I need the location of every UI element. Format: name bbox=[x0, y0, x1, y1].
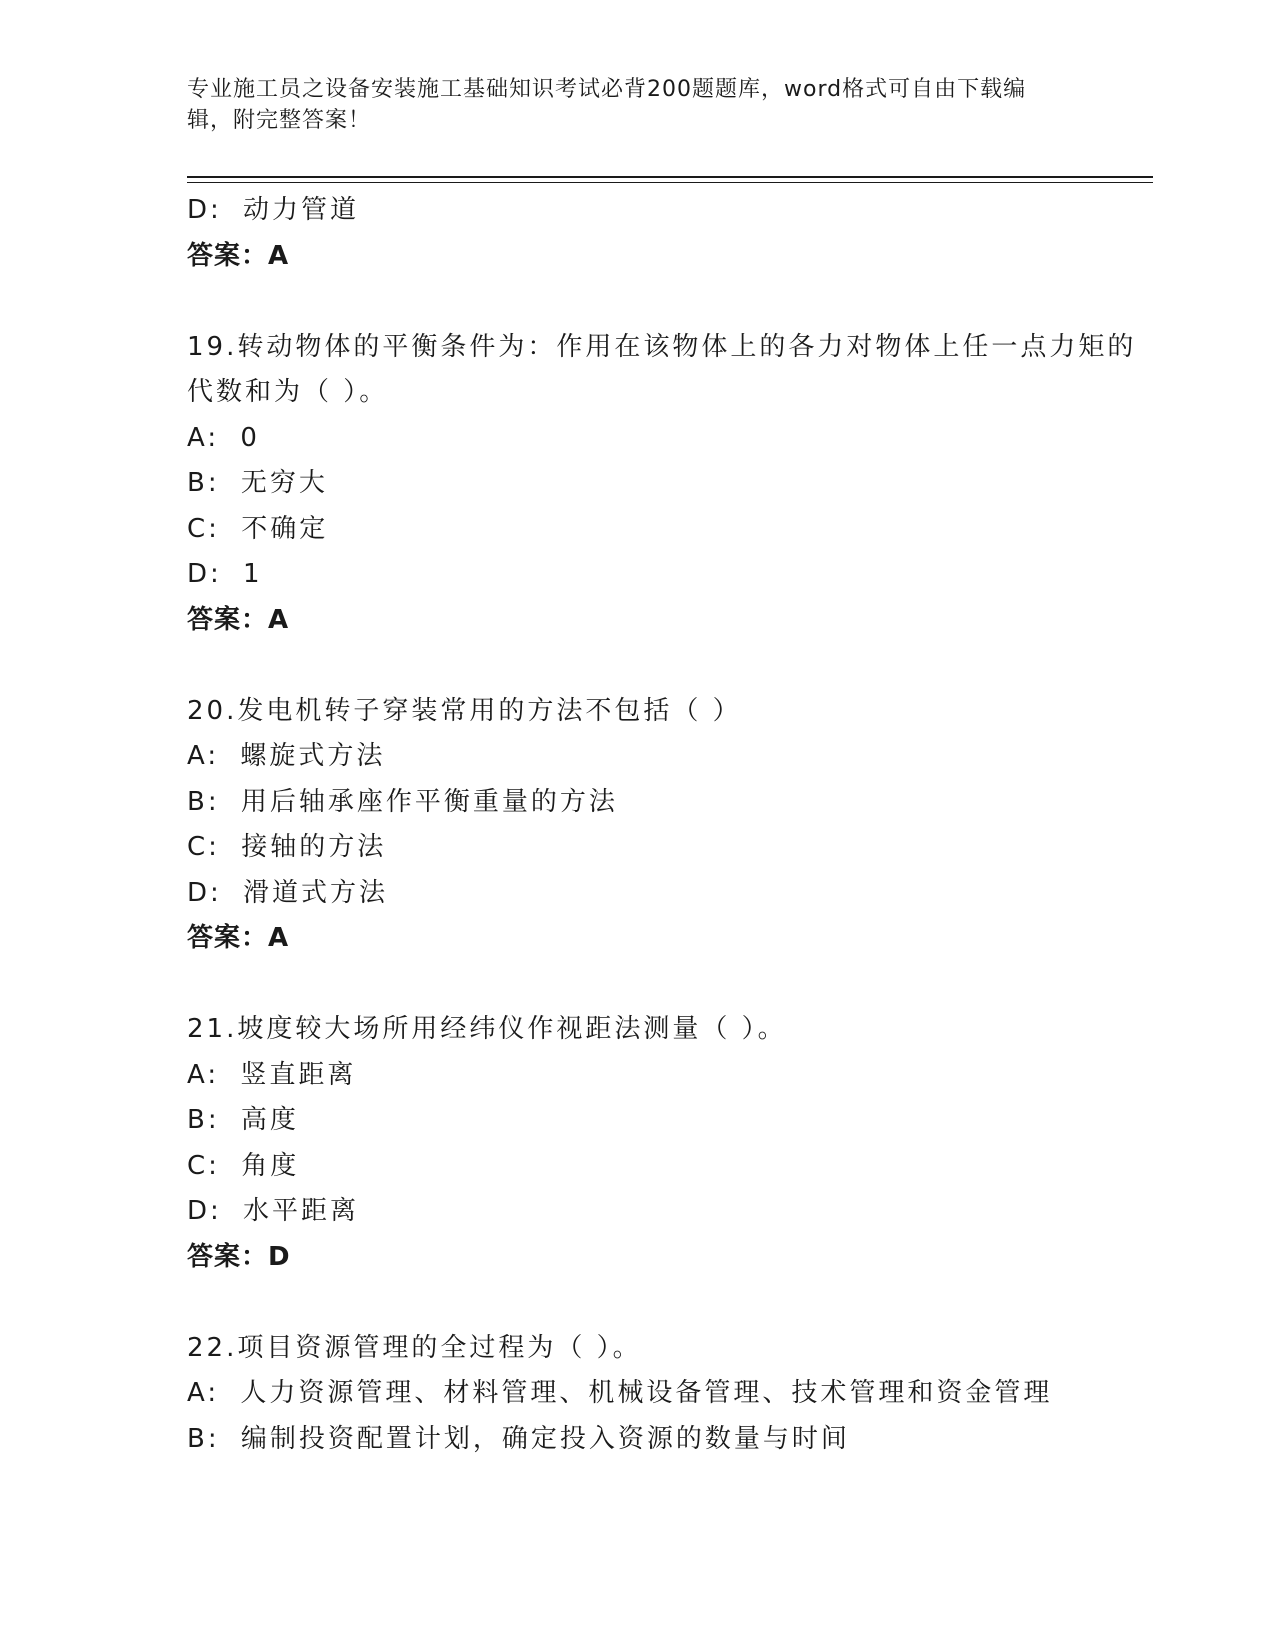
option-line bbox=[187, 1098, 1153, 1144]
option-line bbox=[187, 552, 1153, 598]
option-letter: B: bbox=[187, 468, 220, 498]
spacer bbox=[187, 279, 1153, 325]
option-letter: D: bbox=[187, 877, 222, 908]
option-text: 0 bbox=[240, 422, 260, 453]
spacer bbox=[187, 962, 1153, 1008]
option-letter: B: bbox=[187, 1105, 220, 1135]
answer-label: 答案： bbox=[187, 240, 269, 271]
option-text: 水平距离 bbox=[243, 1196, 360, 1226]
page-header: 专业施工员之设备安装施工基础知识考试必背200题题库，word格式可自由下载编辑，附完整答案！ bbox=[187, 77, 1027, 133]
header-divider-thin bbox=[187, 182, 1153, 183]
option-text: 螺旋式方法 bbox=[240, 741, 386, 771]
option-letter: A: bbox=[187, 1059, 220, 1090]
question-title: 20.发电机转子穿装常用的方法不包括（ ） bbox=[187, 695, 742, 726]
option-letter: A: bbox=[187, 1378, 220, 1408]
option-line bbox=[187, 1371, 1153, 1417]
answer-value: D bbox=[268, 1241, 291, 1272]
answer-label: 答案： bbox=[187, 923, 269, 953]
option-letter: D: bbox=[187, 559, 222, 589]
option-text: 角度 bbox=[241, 1150, 300, 1181]
option-line bbox=[187, 1053, 1153, 1099]
option-line bbox=[187, 780, 1153, 826]
option-letter: A: bbox=[187, 422, 220, 453]
option-line bbox=[187, 1144, 1153, 1190]
option-text: 1 bbox=[243, 559, 263, 589]
option-line bbox=[187, 1417, 1153, 1463]
option-text: 竖直距离 bbox=[240, 1059, 357, 1090]
answer-line bbox=[187, 234, 1153, 280]
option-letter: C: bbox=[187, 513, 220, 544]
option-line bbox=[187, 507, 1153, 553]
answer-value: A bbox=[268, 604, 290, 635]
question-title: 19.转动物体的平衡条件为：作用在该物体上的各力对物体上任一点力矩的代数和为（ ）。 bbox=[187, 331, 1137, 407]
question-title: 21.坡度较大场所用经纬仪作视距法测量（ ）。 bbox=[187, 1014, 787, 1044]
spacer bbox=[187, 643, 1153, 689]
answer-line bbox=[187, 916, 1153, 962]
spacer bbox=[187, 1280, 1153, 1326]
header-divider-thick bbox=[187, 176, 1153, 178]
option-line bbox=[187, 188, 1153, 234]
option-letter: B: bbox=[187, 786, 220, 817]
option-line bbox=[187, 825, 1153, 871]
option-text: 滑道式方法 bbox=[243, 877, 389, 908]
option-letter: A: bbox=[187, 741, 220, 771]
answer-line bbox=[187, 1235, 1153, 1281]
option-letter: C: bbox=[187, 832, 220, 862]
option-text: 动力管道 bbox=[243, 195, 360, 225]
option-text: 编制投资配置计划，确定投入资源的数量与时间 bbox=[240, 1423, 850, 1454]
option-line bbox=[187, 461, 1153, 507]
option-text: 用后轴承座作平衡重量的方法 bbox=[240, 786, 618, 817]
option-letter: C: bbox=[187, 1150, 220, 1181]
option-text: 人力资源管理、材料管理、机械设备管理、技术管理和资金管理 bbox=[240, 1378, 1053, 1408]
answer-label: 答案： bbox=[187, 1241, 269, 1272]
option-line bbox=[187, 734, 1153, 780]
option-text: 无穷大 bbox=[240, 468, 328, 498]
question-title: 22.项目资源管理的全过程为（ ）。 bbox=[187, 1332, 642, 1363]
option-text: 不确定 bbox=[241, 513, 329, 544]
option-line bbox=[187, 1189, 1153, 1235]
answer-line bbox=[187, 598, 1153, 644]
option-letter: D: bbox=[187, 195, 222, 225]
answer-value: A bbox=[268, 240, 290, 271]
option-line bbox=[187, 871, 1153, 917]
option-letter: D: bbox=[187, 1196, 222, 1226]
question-list bbox=[187, 188, 1153, 1462]
answer-label: 答案： bbox=[187, 604, 269, 635]
option-letter: B: bbox=[187, 1423, 220, 1454]
option-text: 高度 bbox=[240, 1105, 299, 1135]
option-line bbox=[187, 416, 1153, 462]
option-text: 接轴的方法 bbox=[241, 832, 387, 862]
answer-value: A bbox=[268, 923, 290, 953]
